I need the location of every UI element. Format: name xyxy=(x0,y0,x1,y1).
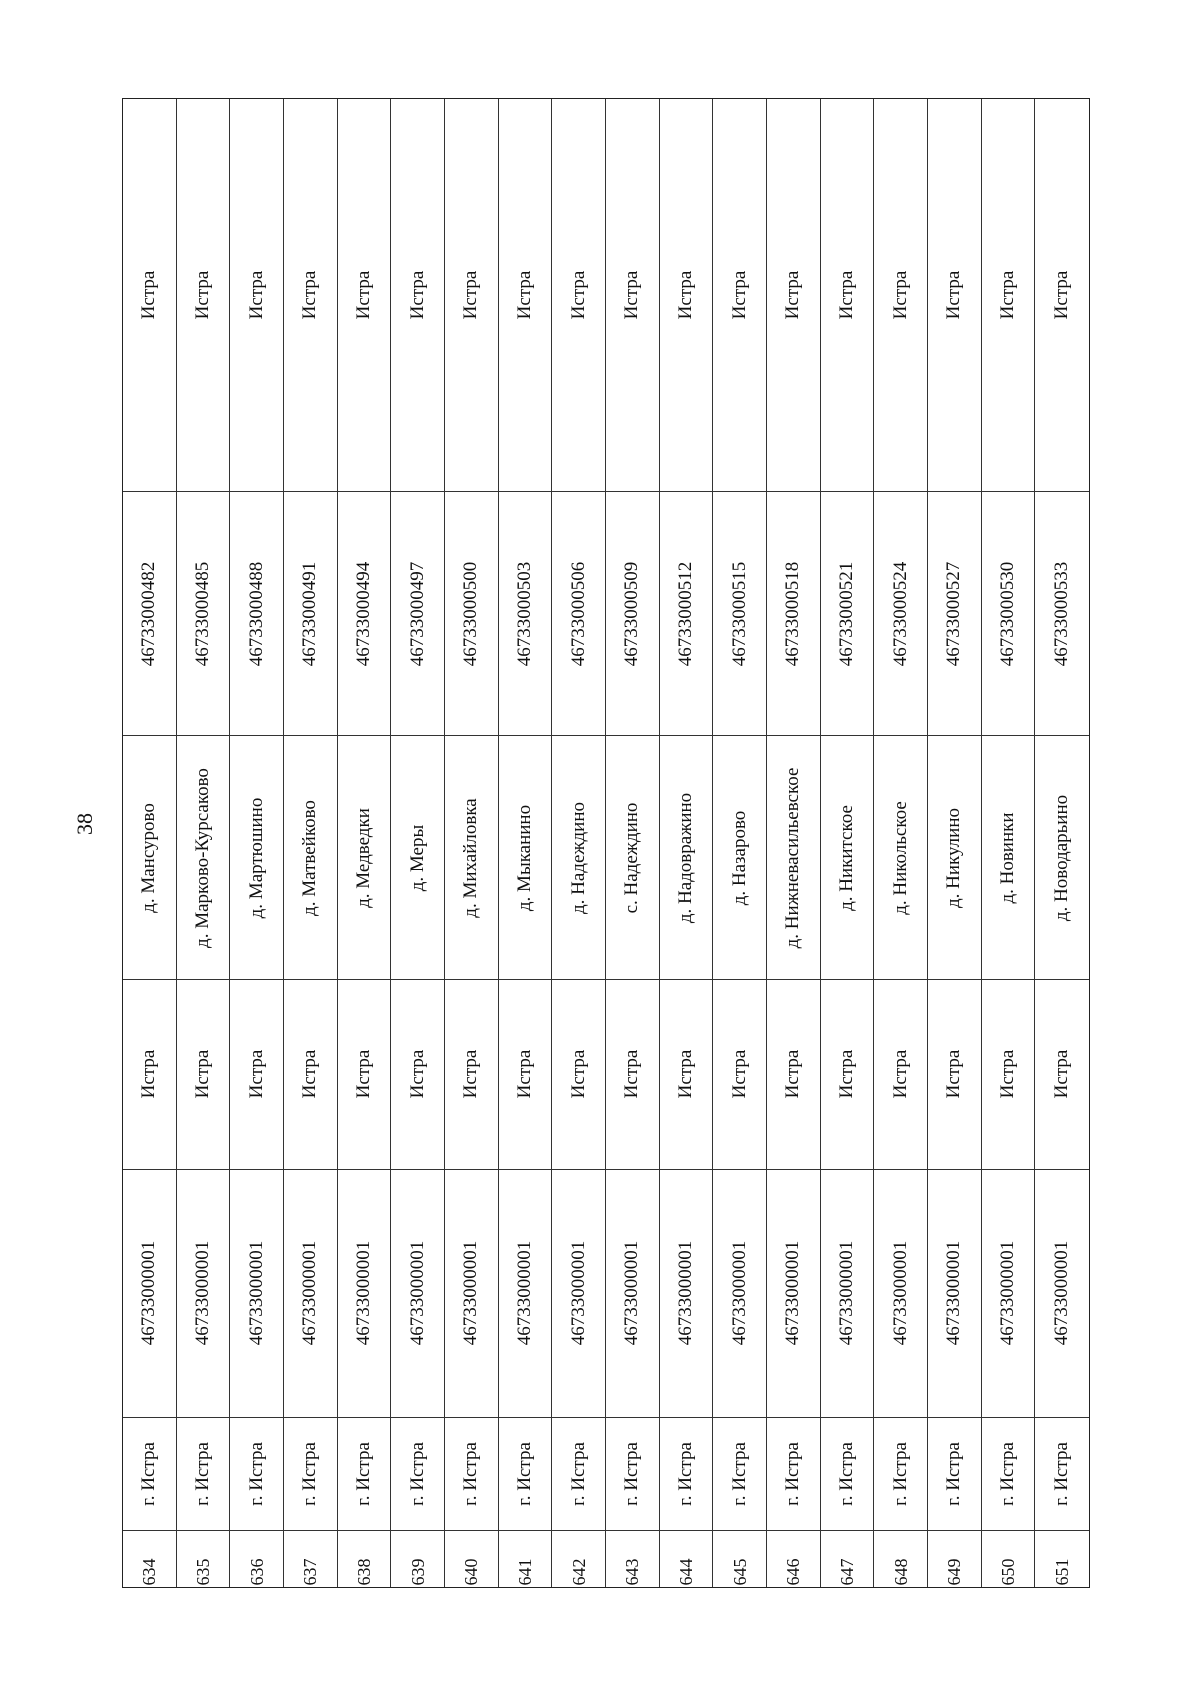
row-number: 646 xyxy=(783,1558,804,1586)
district-cell-text: г. Истра xyxy=(406,1442,428,1507)
municipality-cell-text: Истра xyxy=(835,1050,857,1099)
area-cell-text: Истра xyxy=(299,270,321,320)
area-cell xyxy=(445,99,499,492)
okato-cell-text: 46733000001 xyxy=(782,1240,804,1346)
row-number-cell xyxy=(123,1530,176,1587)
locality-cell-text: д. Мыканино xyxy=(513,804,535,911)
municipality-cell xyxy=(713,980,767,1169)
row-number-cell xyxy=(1035,1530,1089,1587)
area-cell-text: Истра xyxy=(996,270,1018,320)
area-cell-text: Истра xyxy=(245,270,267,320)
okato-cell-text: 46733000001 xyxy=(835,1240,857,1346)
code-cell xyxy=(499,492,553,736)
okato-cell xyxy=(338,1170,392,1418)
municipality-cell-text: Истра xyxy=(943,1050,965,1099)
okato-cell xyxy=(123,1170,177,1418)
locality-cell-text: д. Нижневасильевское xyxy=(782,767,804,949)
code-cell-text: 46733000488 xyxy=(245,561,267,666)
locality-table xyxy=(122,98,1090,1588)
code-cell-text: 46733000482 xyxy=(138,561,160,666)
okato-cell xyxy=(284,1170,338,1418)
locality-cell-text: д. Марково-Курсаково xyxy=(191,767,213,948)
district-cell xyxy=(123,1418,177,1587)
area-cell-text: Истра xyxy=(943,270,965,320)
code-cell-text: 46733000503 xyxy=(513,561,535,666)
okato-cell-text: 46733000001 xyxy=(460,1240,482,1346)
area-cell xyxy=(499,99,553,492)
district-cell xyxy=(874,1418,928,1587)
okato-cell xyxy=(552,1170,606,1418)
area-cell xyxy=(821,99,875,492)
okato-cell xyxy=(230,1170,284,1418)
okato-cell xyxy=(445,1170,499,1418)
area-cell xyxy=(1035,99,1089,492)
row-number: 640 xyxy=(461,1558,482,1586)
area-cell xyxy=(606,99,660,492)
okato-cell-text: 46733000001 xyxy=(191,1240,213,1346)
locality-cell-text: д. Никулино xyxy=(943,807,965,908)
locality-cell-text: д. Михайловка xyxy=(460,797,482,918)
code-cell xyxy=(552,492,606,736)
area-cell xyxy=(928,99,982,492)
okato-cell-text: 46733000001 xyxy=(674,1240,696,1346)
area-cell xyxy=(713,99,767,492)
municipality-cell xyxy=(230,980,284,1169)
locality-cell-text: д. Никольское xyxy=(889,800,911,915)
row-number: 639 xyxy=(407,1558,428,1586)
row-number: 651 xyxy=(1052,1558,1073,1586)
locality-cell xyxy=(445,736,499,980)
okato-cell-text: 46733000001 xyxy=(513,1240,535,1346)
area-cell xyxy=(982,99,1036,492)
municipality-cell xyxy=(660,980,714,1169)
okato-cell-text: 46733000001 xyxy=(406,1240,428,1346)
okato-cell xyxy=(391,1170,445,1418)
municipality-cell-text: Истра xyxy=(1051,1050,1073,1099)
municipality-cell xyxy=(1035,980,1089,1169)
locality-cell-text: д. Медведки xyxy=(352,807,374,908)
code-cell-text: 46733000485 xyxy=(191,561,213,666)
district-cell xyxy=(713,1418,767,1587)
code-cell xyxy=(982,492,1036,736)
okato-cell xyxy=(606,1170,660,1418)
row-number-cell xyxy=(606,1530,659,1587)
municipality-cell-text: Истра xyxy=(782,1050,804,1099)
locality-cell xyxy=(123,736,177,980)
district-cell xyxy=(928,1418,982,1587)
okato-cell xyxy=(499,1170,553,1418)
code-cell xyxy=(177,492,231,736)
row-number-cell xyxy=(338,1530,391,1587)
okato-cell xyxy=(874,1170,928,1418)
locality-cell-text: с. Надеждино xyxy=(621,802,643,914)
area-cell xyxy=(660,99,714,492)
row-number: 649 xyxy=(944,1558,965,1586)
row-number: 650 xyxy=(997,1558,1018,1586)
okato-cell-text: 46733000001 xyxy=(245,1240,267,1346)
district-cell xyxy=(660,1418,714,1587)
district-cell-text: г. Истра xyxy=(1051,1442,1073,1507)
municipality-cell-text: Истра xyxy=(674,1050,696,1099)
area-cell-text: Истра xyxy=(728,270,750,320)
code-cell-text: 46733000533 xyxy=(1051,561,1073,666)
district-cell xyxy=(767,1418,821,1587)
municipality-cell-text: Истра xyxy=(567,1050,589,1099)
district-cell-text: г. Истра xyxy=(674,1442,696,1507)
row-number: 634 xyxy=(139,1558,160,1586)
municipality-cell xyxy=(874,980,928,1169)
district-cell-text: г. Истра xyxy=(728,1442,750,1507)
municipality-cell xyxy=(606,980,660,1169)
row-number: 637 xyxy=(300,1558,321,1586)
area-cell-text: Истра xyxy=(1051,270,1073,320)
code-cell-text: 46733000527 xyxy=(943,561,965,666)
okato-cell-text: 46733000001 xyxy=(728,1240,750,1346)
municipality-cell-text: Истра xyxy=(191,1050,213,1099)
area-cell-text: Истра xyxy=(782,270,804,320)
row-number: 635 xyxy=(192,1558,213,1586)
locality-cell-text: д. Новодарьино xyxy=(1051,794,1073,921)
okato-cell xyxy=(1035,1170,1089,1418)
okato-cell-text: 46733000001 xyxy=(943,1240,965,1346)
row-number-cell xyxy=(499,1530,552,1587)
row-number: 642 xyxy=(568,1558,589,1586)
area-cell-text: Истра xyxy=(889,270,911,320)
municipality-cell xyxy=(391,980,445,1169)
code-cell-text: 46733000518 xyxy=(782,561,804,666)
district-cell xyxy=(177,1418,231,1587)
municipality-cell-text: Истра xyxy=(245,1050,267,1099)
okato-cell-text: 46733000001 xyxy=(889,1240,911,1346)
municipality-cell xyxy=(284,980,338,1169)
district-cell-text: г. Истра xyxy=(191,1442,213,1507)
okato-cell-text: 46733000001 xyxy=(567,1240,589,1346)
row-number: 645 xyxy=(729,1558,750,1586)
area-cell-text: Истра xyxy=(460,270,482,320)
district-cell xyxy=(499,1418,553,1587)
locality-cell-text: д. Назарово xyxy=(728,810,750,905)
row-number-cell xyxy=(982,1530,1035,1587)
area-cell-text: Истра xyxy=(835,270,857,320)
locality-cell-text: д. Мансурово xyxy=(138,802,160,913)
code-cell xyxy=(1035,492,1089,736)
code-cell xyxy=(445,492,499,736)
district-cell-text: г. Истра xyxy=(943,1442,965,1507)
code-cell xyxy=(767,492,821,736)
row-number-cell xyxy=(552,1530,605,1587)
municipality-cell-text: Истра xyxy=(460,1050,482,1099)
municipality-cell xyxy=(552,980,606,1169)
code-cell-text: 46733000491 xyxy=(299,561,321,666)
locality-cell xyxy=(230,736,284,980)
area-cell-text: Истра xyxy=(191,270,213,320)
locality-cell xyxy=(713,736,767,980)
okato-cell-text: 46733000001 xyxy=(352,1240,374,1346)
municipality-cell-text: Истра xyxy=(513,1050,535,1099)
okato-cell-text: 46733000001 xyxy=(621,1240,643,1346)
municipality-cell-text: Истра xyxy=(299,1050,321,1099)
row-number-cell xyxy=(928,1530,981,1587)
code-cell-text: 46733000521 xyxy=(835,561,857,666)
row-number-cell xyxy=(874,1530,927,1587)
locality-cell xyxy=(499,736,553,980)
area-cell xyxy=(767,99,821,492)
code-cell-text: 46733000515 xyxy=(728,561,750,666)
locality-cell-text: д. Никитское xyxy=(835,804,857,911)
okato-cell xyxy=(982,1170,1036,1418)
code-cell-text: 46733000524 xyxy=(889,561,911,666)
municipality-cell xyxy=(982,980,1036,1169)
row-number: 647 xyxy=(836,1558,857,1586)
locality-cell xyxy=(982,736,1036,980)
locality-cell xyxy=(606,736,660,980)
code-cell xyxy=(123,492,177,736)
district-cell xyxy=(230,1418,284,1587)
row-number-cell xyxy=(821,1530,874,1587)
area-cell xyxy=(284,99,338,492)
code-cell-text: 46733000506 xyxy=(567,561,589,666)
row-number-cell xyxy=(713,1530,766,1587)
row-number: 648 xyxy=(890,1558,911,1586)
locality-cell xyxy=(767,736,821,980)
district-cell-text: г. Истра xyxy=(460,1442,482,1507)
municipality-cell xyxy=(821,980,875,1169)
district-cell xyxy=(982,1418,1036,1587)
okato-cell xyxy=(928,1170,982,1418)
locality-cell xyxy=(874,736,928,980)
area-cell xyxy=(123,99,177,492)
okato-cell xyxy=(767,1170,821,1418)
area-cell-text: Истра xyxy=(406,270,428,320)
district-cell-text: г. Истра xyxy=(567,1442,589,1507)
area-cell xyxy=(391,99,445,492)
area-cell-text: Истра xyxy=(674,270,696,320)
municipality-cell-text: Истра xyxy=(996,1050,1018,1099)
row-number: 638 xyxy=(353,1558,374,1586)
district-cell-text: г. Истра xyxy=(513,1442,535,1507)
row-number: 644 xyxy=(675,1558,696,1586)
row-number: 641 xyxy=(514,1558,535,1586)
area-cell xyxy=(552,99,606,492)
municipality-cell-text: Истра xyxy=(889,1050,911,1099)
code-cell xyxy=(338,492,392,736)
district-cell-text: г. Истра xyxy=(138,1442,160,1507)
district-cell-text: г. Истра xyxy=(245,1442,267,1507)
area-cell-text: Истра xyxy=(513,270,535,320)
municipality-cell xyxy=(177,980,231,1169)
code-cell xyxy=(713,492,767,736)
code-cell xyxy=(874,492,928,736)
row-number-cell xyxy=(660,1530,713,1587)
district-cell-text: г. Истра xyxy=(352,1442,374,1507)
locality-cell-text: д. Новинки xyxy=(996,812,1018,904)
municipality-cell xyxy=(767,980,821,1169)
district-cell xyxy=(391,1418,445,1587)
okato-cell xyxy=(660,1170,714,1418)
locality-cell xyxy=(391,736,445,980)
municipality-cell-text: Истра xyxy=(406,1050,428,1099)
municipality-cell-text: Истра xyxy=(138,1050,160,1099)
locality-cell xyxy=(1035,736,1089,980)
area-cell xyxy=(177,99,231,492)
district-cell xyxy=(606,1418,660,1587)
row-number-cell xyxy=(391,1530,444,1587)
locality-cell xyxy=(177,736,231,980)
district-cell-text: г. Истра xyxy=(835,1442,857,1507)
area-cell-text: Истра xyxy=(567,270,589,320)
district-cell xyxy=(1035,1418,1089,1587)
locality-cell xyxy=(928,736,982,980)
municipality-cell-text: Истра xyxy=(352,1050,374,1099)
locality-cell xyxy=(552,736,606,980)
municipality-cell xyxy=(338,980,392,1169)
municipality-cell xyxy=(928,980,982,1169)
row-number-cell xyxy=(284,1530,337,1587)
district-cell-text: г. Истра xyxy=(782,1442,804,1507)
code-cell-text: 46733000509 xyxy=(621,561,643,666)
area-cell-text: Истра xyxy=(621,270,643,320)
code-cell-text: 46733000530 xyxy=(996,561,1018,666)
locality-cell-text: д. Мартюшино xyxy=(245,797,267,918)
code-cell-text: 46733000494 xyxy=(352,561,374,666)
row-number-cell xyxy=(767,1530,820,1587)
area-cell xyxy=(230,99,284,492)
okato-cell xyxy=(177,1170,231,1418)
code-cell xyxy=(606,492,660,736)
code-cell-text: 46733000512 xyxy=(674,561,696,666)
district-cell xyxy=(284,1418,338,1587)
locality-cell xyxy=(284,736,338,980)
code-cell xyxy=(821,492,875,736)
row-number-cell xyxy=(445,1530,498,1587)
municipality-cell xyxy=(123,980,177,1169)
code-cell xyxy=(230,492,284,736)
locality-cell xyxy=(660,736,714,980)
okato-cell xyxy=(821,1170,875,1418)
district-cell xyxy=(338,1418,392,1587)
municipality-cell xyxy=(445,980,499,1169)
okato-cell-text: 46733000001 xyxy=(138,1240,160,1346)
code-cell-text: 46733000497 xyxy=(406,561,428,666)
code-cell xyxy=(391,492,445,736)
locality-cell-text: д. Надовражино xyxy=(674,792,696,923)
locality-cell-text: д. Меры xyxy=(406,824,428,891)
municipality-cell-text: Истра xyxy=(728,1050,750,1099)
okato-cell xyxy=(713,1170,767,1418)
locality-cell-text: д. Матвейково xyxy=(299,799,321,916)
area-cell-text: Истра xyxy=(138,270,160,320)
okato-cell-text: 46733000001 xyxy=(996,1240,1018,1346)
row-number: 636 xyxy=(246,1558,267,1586)
area-cell xyxy=(338,99,392,492)
locality-cell-text: д. Надеждино xyxy=(567,801,589,914)
okato-cell-text: 46733000001 xyxy=(299,1240,321,1346)
district-cell-text: г. Истра xyxy=(996,1442,1018,1507)
code-cell-text: 46733000500 xyxy=(460,561,482,666)
municipality-cell-text: Истра xyxy=(621,1050,643,1099)
row-number-cell xyxy=(230,1530,283,1587)
area-cell-text: Истра xyxy=(352,270,374,320)
code-cell xyxy=(928,492,982,736)
code-cell xyxy=(660,492,714,736)
row-number-cell xyxy=(177,1530,230,1587)
locality-cell xyxy=(338,736,392,980)
okato-cell-text: 46733000001 xyxy=(1051,1240,1073,1346)
district-cell xyxy=(445,1418,499,1587)
district-cell-text: г. Истра xyxy=(889,1442,911,1507)
locality-cell xyxy=(821,736,875,980)
area-cell xyxy=(874,99,928,492)
district-cell xyxy=(821,1418,875,1587)
page-number: 38 xyxy=(72,813,97,835)
district-cell xyxy=(552,1418,606,1587)
municipality-cell xyxy=(499,980,553,1169)
district-cell-text: г. Истра xyxy=(299,1442,321,1507)
row-number: 643 xyxy=(622,1558,643,1586)
district-cell-text: г. Истра xyxy=(621,1442,643,1507)
code-cell xyxy=(284,492,338,736)
